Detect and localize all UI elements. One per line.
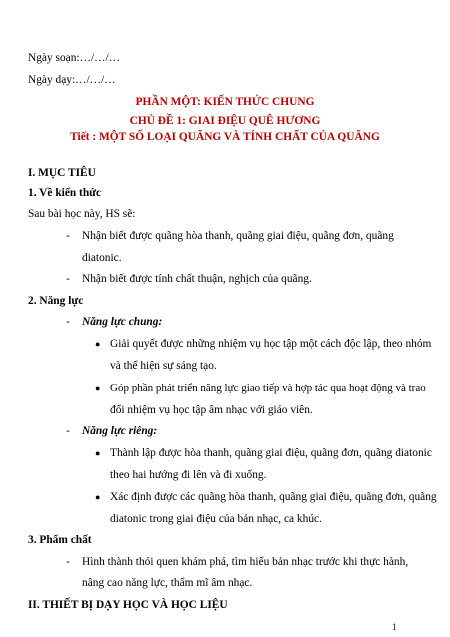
general-competency-heading: Năng lực chung:: [82, 316, 163, 328]
subsection-competency-heading: 2. Năng lực: [28, 295, 84, 307]
quality-item-line-2: nâng cao năng lực, thẩm mĩ âm nhạc.: [82, 577, 253, 589]
specific-bullet-1-line-2: theo hai hướng đi lên và đi xuống.: [110, 469, 267, 481]
specific-bullet-2-line-1: Xác định được các quãng hòa thanh, quãng giai điệu, quãng đơn, quãng: [110, 491, 437, 503]
bullet-icon: ●: [95, 383, 101, 393]
general-bullet-1-line-2: và thể hiện sự sáng tạo.: [110, 360, 217, 372]
bullet-icon: ●: [95, 448, 101, 458]
knowledge-intro: Sau bài học này, HS sẽ:: [28, 208, 136, 220]
dash-marker: -: [66, 316, 70, 328]
specific-competency-heading: Năng lực riêng:: [82, 425, 158, 437]
section-2-heading: II. THIẾT BỊ DẠY HỌC VÀ HỌC LIỆU: [28, 599, 228, 611]
topic-title: CHỦ ĐỀ 1: GIAI ĐIỆU QUÊ HƯƠNG: [129, 115, 321, 127]
general-bullet-2-line-2: đổi nhiệm vụ học tập âm nhạc với giáo viên.: [110, 404, 313, 416]
date-taught: Ngày dạy:…/…/…: [28, 74, 116, 86]
subsection-knowledge-heading: 1. Về kiến thức: [28, 187, 102, 199]
dash-marker: -: [66, 556, 70, 568]
knowledge-item-2: Nhận biết được tính chất thuận, nghịch của quãng.: [82, 273, 312, 285]
specific-bullet-1-line-1: Thành lập được hòa thanh, quãng giai điệu, quãng đơn, quãng diatonic: [110, 447, 432, 459]
specific-bullet-2-line-2: diatonic trong giai điệu của bản nhạc, ca khúc.: [110, 513, 322, 525]
page-number: 1: [392, 622, 397, 632]
dash-marker: -: [66, 425, 70, 437]
part-title: PHẦN MỘT: KIẾN THỨC CHUNG: [135, 96, 315, 108]
dash-marker: -: [66, 230, 70, 242]
date-prepared: Ngày soạn:…/…/…: [28, 52, 121, 64]
knowledge-item-1-line-1: Nhận biết được quãng hòa thanh, quãng giai điệu, quãng đơn, quãng: [82, 230, 394, 242]
general-bullet-1-line-1: Giải quyết được những nhiệm vụ học tập một cách độc lập, theo nhóm: [110, 338, 432, 350]
section-1-heading: I. MỤC TIÊU: [28, 167, 96, 179]
knowledge-item-1-line-2: diatonic.: [82, 252, 122, 264]
subsection-quality-heading: 3. Phẩm chất: [28, 534, 92, 546]
dash-marker: -: [66, 273, 70, 285]
quality-item-line-1: Hình thành thói quen khám phá, tìm hiểu bản nhạc trước khi thực hành,: [82, 556, 409, 568]
bullet-icon: ●: [95, 492, 101, 502]
lesson-title: Tiết : MỘT SỐ LOẠI QUÃNG VÀ TÍNH CHẤT CỦA QUÃNG: [70, 131, 380, 143]
general-bullet-2-line-1: Góp phần phát triển năng lực giao tiếp và hợp tác qua hoạt động và trao: [110, 382, 426, 394]
bullet-icon: ●: [95, 339, 101, 349]
